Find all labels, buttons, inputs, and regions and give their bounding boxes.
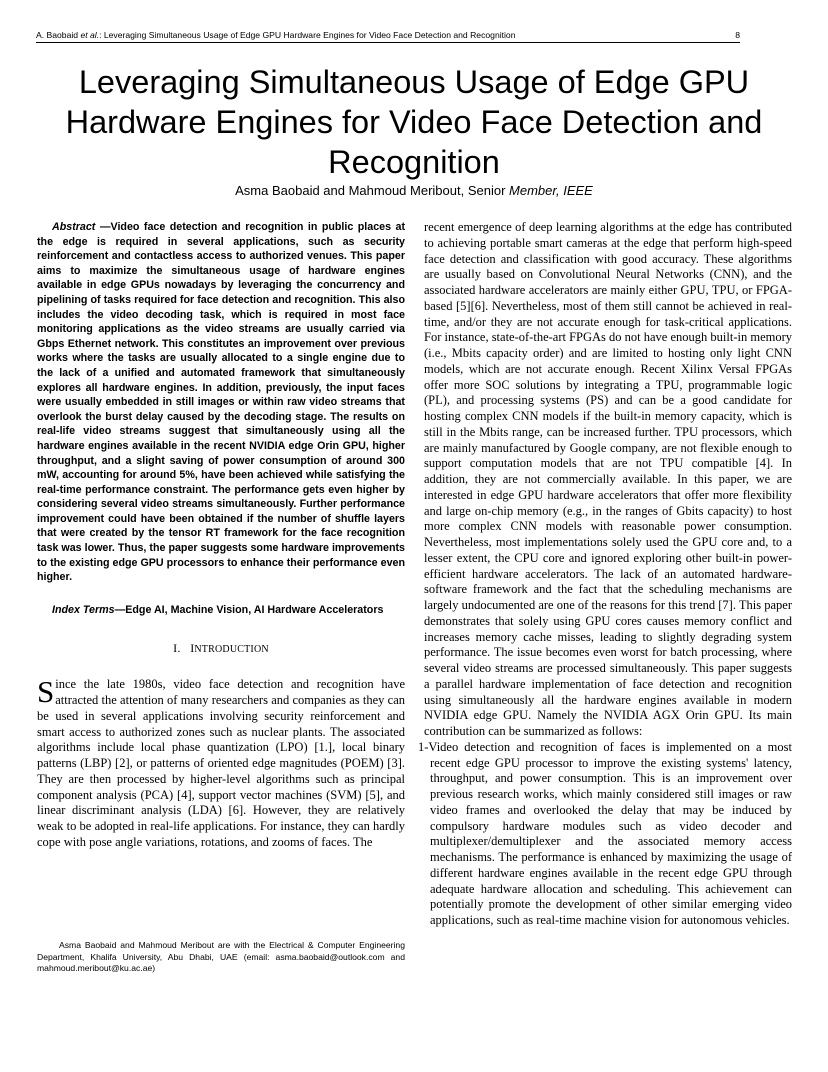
contribution-list [418,739,792,929]
index-terms-label: Index Terms [52,603,115,616]
left-column [37,220,405,851]
paper-title: Leveraging Simultaneous Usage of Edge GPU Hardware Engines for Video Face Detection and Recognition [65,64,763,180]
author-line [40,183,788,199]
running-header [36,30,740,43]
index-terms [37,603,405,618]
right-column-paragraph: recent emergence of deep learning algorithms at the edge has contributed to achieving portable smart cameras at the edge that perform high-speed face detection and classification with good accuracy. These algorithms are usually based on Convolutional Neural Networks (CNN), and the associated hardware accelerators are mainly either GPU, TPU, or FPGA-based [5][6]. Nevertheless, most of them still cannot be achieved in real-time, and/or they are not accurate enough for task-critical applications. For instance, state-of-the-art FPGAs do not have enough built-in memory (i.e., Mbits capacity order) and are limited to hosting only light CNN models, which are not accurate enough. Recent Xilinx Versal FPGAs offer more SOC solutions by integrating a TPU, programmable logic (PL), and processing systems (PS) and can be a good candidate for hosting complex CNN models if the built-in memory capacity, which is still in the Mbits range, can be increased further. TPU processors, which are mainly manufactured by Google company, are not flexible enough to support computation models that are not TPU compatible [4]. In addition, they are not commercially available. In this paper, we are interested in edge GPU hardware accelerators that offer more flexibility and large on-chip memory (e.g., in the ranges of Gbits capacity) to host more complex CNN models with reasonable power consumption. Nevertheless, most implementations solely used the GPU core and, to a lesser extent, the CPU core and ignored exploring other built-in power-efficient hardware accelerators. The lack of an automated hardware-software framework and the fact that the scheduling mechanisms are largely undocumented are one of the reasons for this trend [7]. This paper demonstrates that solely using GPU cores causes memory conflict and increases memory cache misses, leading to slightly degrading system performance. The issue becomes even worst for batch processing, where several video streams are processed simultaneously. This paper suggests a parallel hardware implementation of face detection and recognition using simultaneously all the hardware engines available in modern NVIDIA edge GPU. Namely the NVIDIA AGX Orin GPU. Its main contribution can be summarized as follows: [424,220,792,738]
section-number: I. [173,641,181,656]
drop-cap: S [37,674,55,710]
section-heading-introduction [37,641,405,657]
running-title-etal: et al. [80,30,100,40]
author-membership: Member, IEEE [509,183,593,198]
page-number: 8 [735,30,740,40]
right-column [418,220,792,929]
author-names: Asma Baobaid and Mahmoud Meribout, Senior [235,183,510,198]
author-footnote: Asma Baobaid and Mahmoud Meribout are with the Electrical & Computer Engineering Department, Khalifa University, Abu Dhabi, UAE (email: asma.baobaid@outlook.com and mahmoud.meribout@ku.ac.ae) [37,940,405,973]
abstract-text: —Video face detection and recognition in public places at the edge is required in several applications, such as security reinforcement and contactless access to authorized venues. This paper aims to maximize the simultaneous usage of hardware engines available in edge GPUs nowadays by leveraging the concurrency and pipelining of tasks required for face detection and recognition. This also includes the video decoding task, which is required in most face monitoring applications as the video streams are usually carried via Gbps Ethernet network. This constitutes an improvement over previous works where the tasks are usually allocated to a single engine due to the lack of a unified and automated framework that simultaneously explores all hardware engines. In addition, previously, the input faces were usually embedded in still images or within raw video streams that overlook the burst delay caused by the decoding stage. The results on real-life video streams suggest that simultaneously using all the hardware engines available in the recent NVIDIA edge Orin GPU, higher throughput, and a slight saving of power consumption of around 300 mW, accounting for around 5%, have been achieved while satisfying the real-time performance constraint. The performance gets even higher by considering several video streams simultaneously. Further performance improvement could have been obtained if the number of shuffle layers that were created by the tensor RT framework for the face recognition task was lower. Thus, the paper suggests some hardware improvements to the existing edge GPU processors to enhance their performance even higher. [37,221,405,584]
section-title-rest: NTRODUCTION [194,644,269,656]
running-title-rest: : Leveraging Simultaneous Usage of Edge GPU Hardware Engines for Video Face Detection and Recognition [99,30,516,40]
abstract-label: Abstract [52,221,96,233]
abstract [37,220,405,585]
introduction-paragraph [37,674,405,850]
section-title-initial: I [190,641,195,656]
running-title-author: A. Baobaid [36,30,81,40]
introduction-text: ince the late 1980s, video face detection and recognition have attracted the attention of many researchers and companies as they can be used in several applications involving security reinforcement and smart access to authorized zones such as nuclear plants. The associated algorithms include local phase quantization (LPO) [1.], local binary patterns (LBP) [2], or patterns of oriented edge magnitudes (POEM) [3]. They are then processed by higher-level algorithms such as principal component analysis (PCA) [4], support vector machines (SVM) [5], and linear discriminant analysis (LDA) [6]. However, they are relatively weak to be adopted in real-life applications. For instance, they can hardly cope with pose angle variations, rotations, and zooms of faces. The [37,677,405,849]
contribution-item: 1-Video detection and recognition of faces is implemented on a most recent edge GPU processor to improve the existing systems' latency, throughput, and power consumption. This is an improvement over previous research works, which mainly considered still images or raw video frames and overlooked the delay that may be induced by compulsory hardware modules such as video decoder and multiplexer/demultiplexer and the associated memory access mechanisms. The performance is enhanced by maximizing the usage of different hardware engines available in the recent edge GPU through adequate hardware allocation and scheduling. This achievement can potentially promote the development of other similar emerging video applications, such as real-time machine vision for autonomous vehicles. [418,739,792,927]
index-terms-text: —Edge AI, Machine Vision, AI Hardware Accelerators [114,603,384,616]
